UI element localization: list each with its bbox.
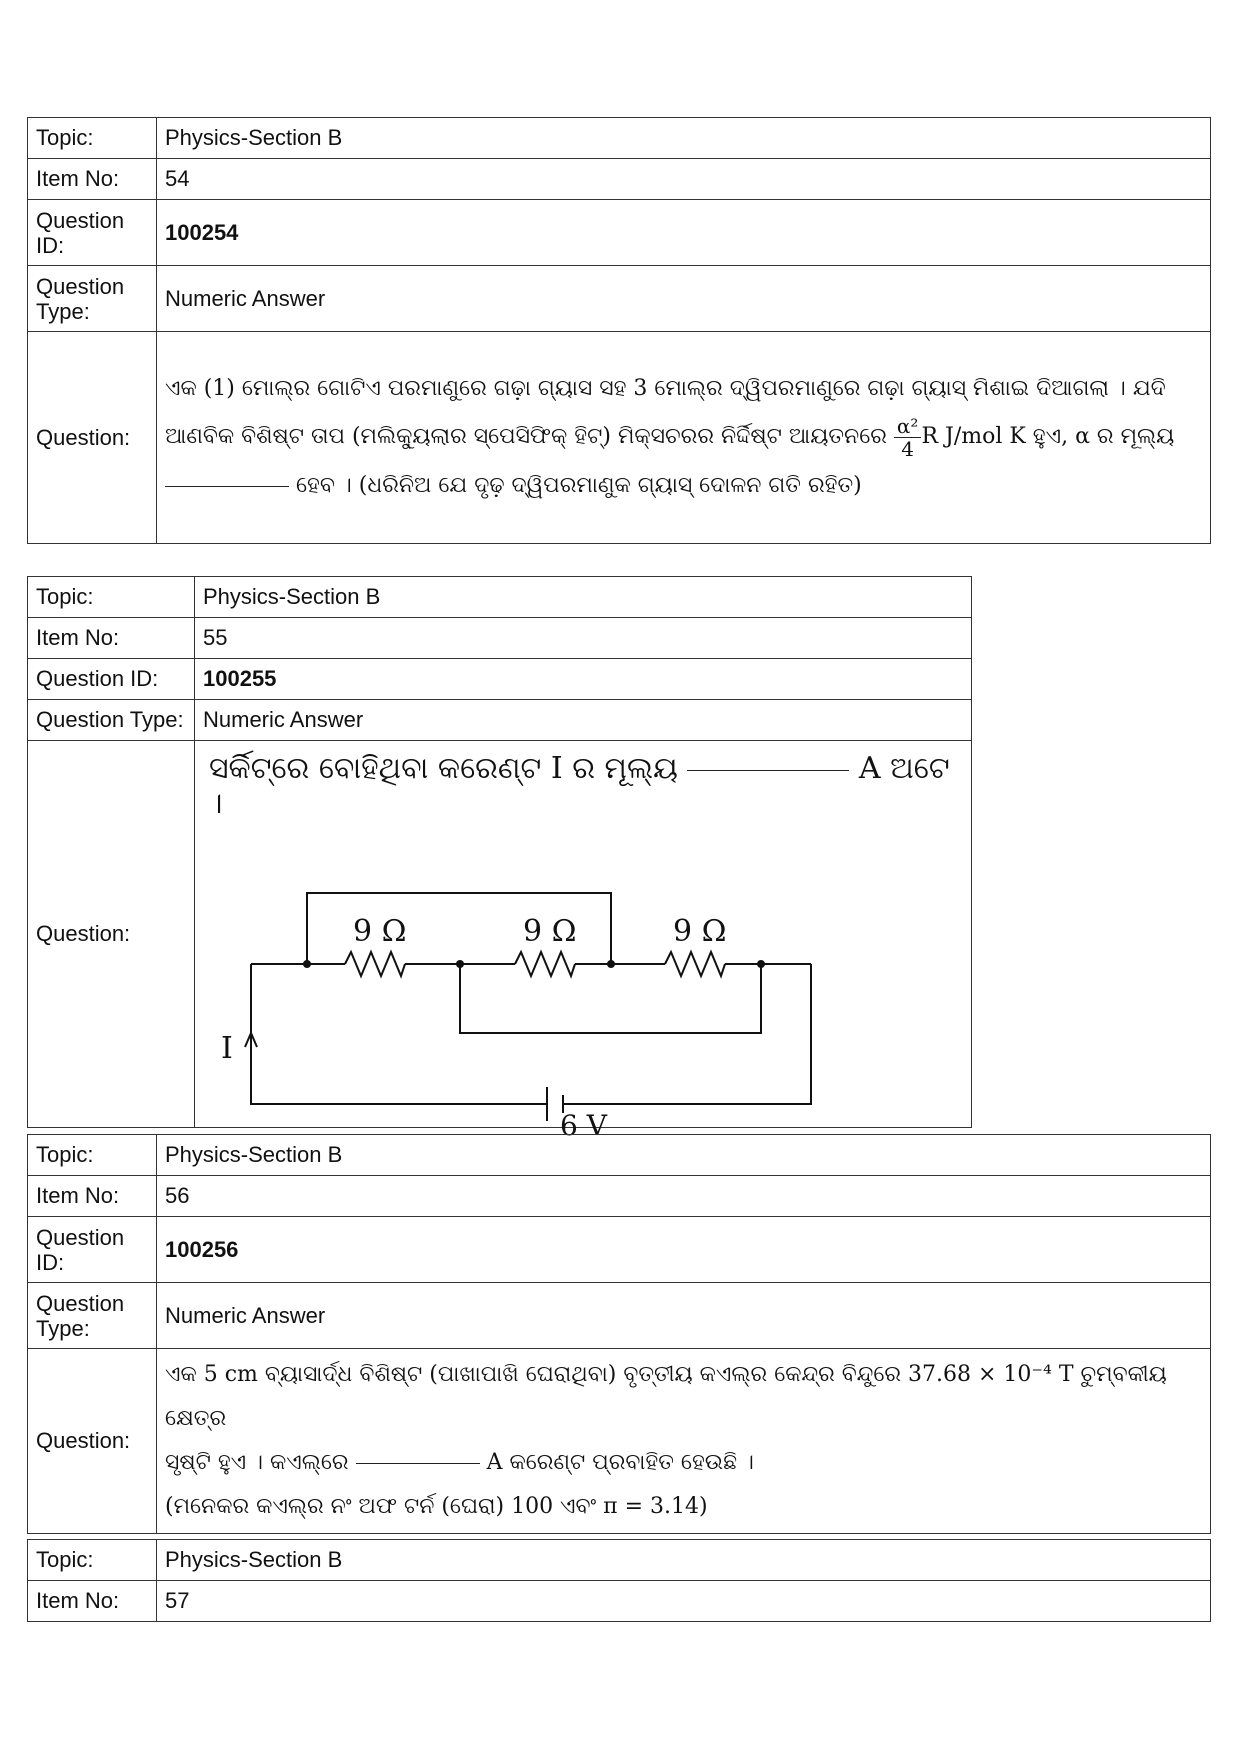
topic-label: Topic: xyxy=(28,1540,157,1581)
battery-label: 6 V xyxy=(560,1109,607,1142)
topic-label: Topic: xyxy=(28,118,157,159)
resistor-3-label: 9 Ω xyxy=(673,914,727,949)
question-text xyxy=(195,741,972,1142)
question-line xyxy=(209,751,971,821)
topic-value: Physics-Section B xyxy=(157,118,1211,159)
short-wire-loop xyxy=(460,964,761,1033)
item-no-label: Item No: xyxy=(28,618,195,659)
answer-blank xyxy=(687,769,849,771)
resistor-2 xyxy=(515,952,575,976)
question-line-1: ଏକ 5 cm ବ୍ୟାସାର୍ଦ୍ଧ ବିଶିଷ୍ଟ (ପାଖାପାଖି ଘେରାଥିବା) ବୃତ୍ତୀୟ କଏଲ୍‌ର କେନ୍ଦ୍ର ବିନ୍ଦୁରେ 37.68 × 10⁻⁴ T ଚୁମ୍ବକୀୟ କ୍ଷେତ୍ର xyxy=(165,1362,1167,1431)
resistor-3 xyxy=(665,952,725,976)
circuit-diagram xyxy=(195,821,955,1142)
answer-blank xyxy=(356,1462,480,1464)
current-label: I xyxy=(221,1031,233,1066)
resistor-1 xyxy=(345,952,405,976)
question-id-label: Question ID: xyxy=(28,200,157,266)
question-text-a: ସର୍କିଟ୍‌ରେ ବୋହିଥିବା କରେଣ୍ଟ I ର ମୂଲ୍ୟ xyxy=(209,751,678,786)
question-type-value: Numeric Answer xyxy=(157,266,1211,332)
question-line-3-text: ହେବ । (ଧରିନିଅ ଯେ ଦୃଢ଼ ଦ୍ୱିପରମାଣୁକ ଗ୍ୟାସ୍ ଦୋଳନ ଗତି ରହିତ) xyxy=(296,472,862,498)
question-type-label: Question Type: xyxy=(28,266,157,332)
question-55-table xyxy=(27,576,972,1142)
question-line-3 xyxy=(165,462,1202,510)
question-line-2 xyxy=(165,1441,1202,1485)
question-line-1: ଏକ (1) ମୋଲ୍‌ର ଗୋଟିଏ ପରମାଣୁରେ ଗଢ଼ା ଗ୍ୟାସ ସହ 3 ମୋଲ୍‌ର ଦ୍ୱିପରମାଣୁରେ ଗଢ଼ା ଗ୍ୟାସ୍ ମିଶାଇ ଦିଆଗଲା । ଯଦି xyxy=(165,375,1166,401)
question-type-value: Numeric Answer xyxy=(157,1283,1211,1349)
question-id-value: 100256 xyxy=(157,1217,1211,1283)
item-no-value: 57 xyxy=(157,1581,1211,1622)
topic-label: Topic: xyxy=(28,1135,157,1176)
topic-value: Physics-Section B xyxy=(157,1135,1211,1176)
topic-value: Physics-Section B xyxy=(195,577,972,618)
question-id-label: Question ID: xyxy=(28,1217,157,1283)
question-id-value: 100254 xyxy=(157,200,1211,266)
question-id-label: Question ID: xyxy=(28,659,195,700)
question-line-2a: ଆଣବିକ ବିଶିଷ୍ଟ ତାପ (ମଲିକ୍ୟୁଲାର ସ୍ପେସିଫିକ୍ ହିଟ୍) ମିକ୍ସଚରର ନିର୍ଦ୍ଦିଷ୍ଟ ଆୟତନରେ xyxy=(165,424,887,450)
question-line-2b: A କରେଣ୍ଟ ପ୍ରବାହିତ ହେଉଛି । xyxy=(486,1450,754,1475)
resistor-1-label: 9 Ω xyxy=(353,914,407,949)
item-no-label: Item No: xyxy=(28,159,157,200)
question-line-3: (ମନେକର କଏଲ୍‌ର ନଂ ଅଫ ଟର୍ନ (ଘେରା) 100 ଏବଂ π = 3.14) xyxy=(165,1494,708,1519)
junction-node xyxy=(456,960,464,968)
resistor-2-label: 9 Ω xyxy=(523,914,577,949)
junction-node xyxy=(607,960,615,968)
item-no-value: 56 xyxy=(157,1176,1211,1217)
question-line-2 xyxy=(165,413,1202,461)
item-no-label: Item No: xyxy=(28,1581,157,1622)
question-label: Question: xyxy=(28,332,157,544)
item-no-value: 55 xyxy=(195,618,972,659)
question-57-table xyxy=(27,1539,1211,1622)
item-no-label: Item No: xyxy=(28,1176,157,1217)
junction-node xyxy=(303,960,311,968)
question-56-table xyxy=(27,1134,1211,1534)
question-id-value: 100255 xyxy=(195,659,972,700)
question-54-table xyxy=(27,117,1211,544)
question-label: Question: xyxy=(28,1349,157,1534)
fraction-numerator: α² xyxy=(894,415,922,438)
topic-label: Topic: xyxy=(28,577,195,618)
question-label: Question: xyxy=(28,741,195,1128)
question-text xyxy=(157,1349,1211,1534)
alpha-fraction xyxy=(894,415,922,460)
question-text-b: A ଅଟେ । xyxy=(209,751,950,821)
question-type-label: Question Type: xyxy=(28,700,195,741)
question-line-2a: ସୃଷ୍ଟି ହୁଏ । କଏଲ୍‌ରେ xyxy=(165,1450,349,1475)
topic-value: Physics-Section B xyxy=(157,1540,1211,1581)
question-type-value: Numeric Answer xyxy=(195,700,972,741)
junction-node xyxy=(757,960,765,968)
question-line-2b: R J/mol K ହୁଏ, α ର ମୂଲ୍ୟ xyxy=(921,424,1175,450)
fraction-denominator: 4 xyxy=(901,436,915,461)
answer-blank xyxy=(165,485,289,487)
question-type-label: Question Type: xyxy=(28,1283,157,1349)
question-text xyxy=(157,332,1211,544)
item-no-value: 54 xyxy=(157,159,1211,200)
